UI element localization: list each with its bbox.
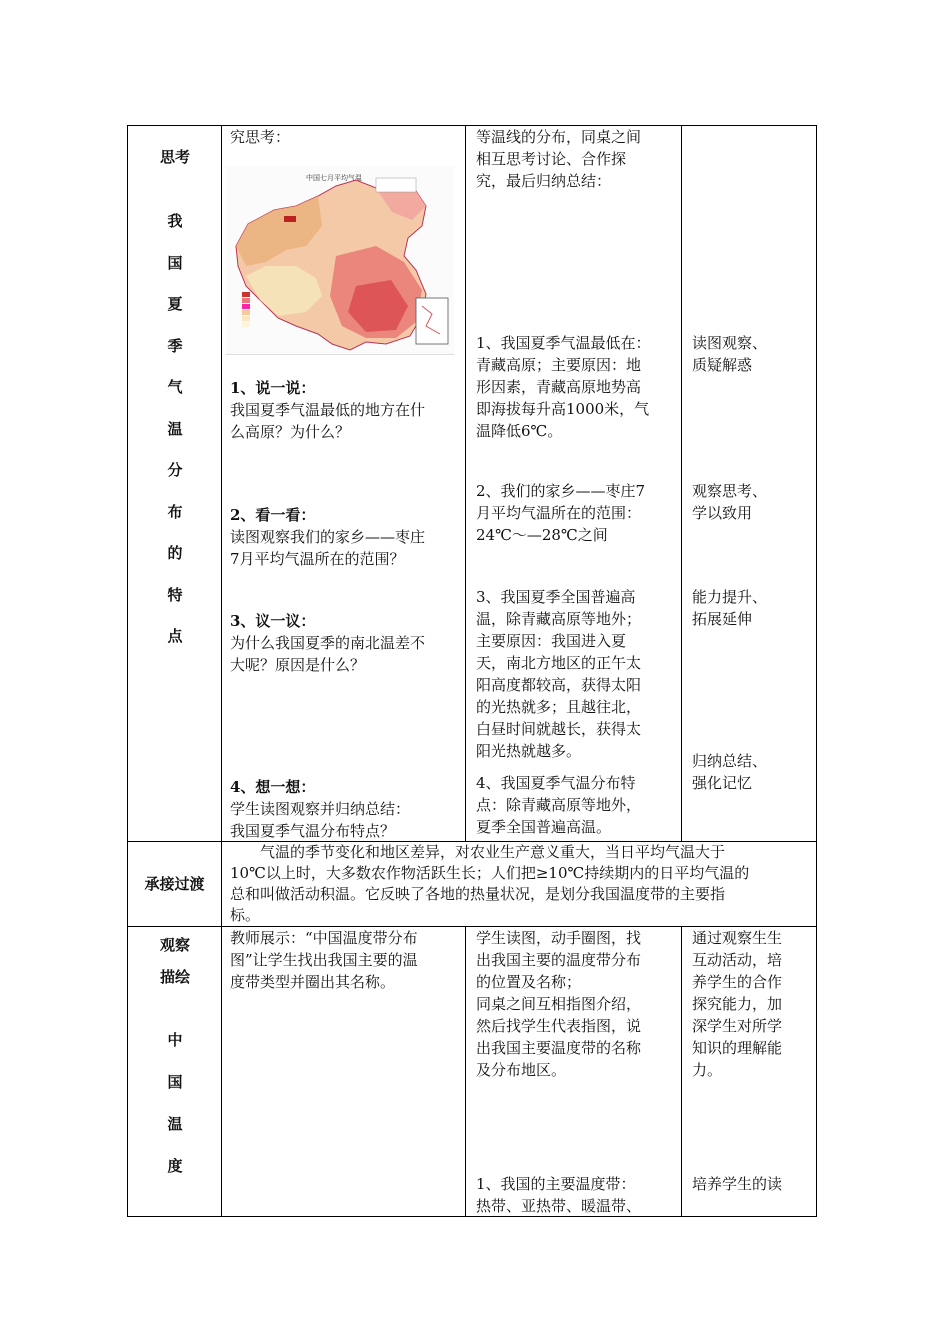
question-3-text: 为什么我国夏季的南北温差不 <box>230 634 426 652</box>
text-line: 互动活动，培 <box>692 951 783 969</box>
text-line: 通过观察生生 <box>692 929 783 947</box>
question-3-text: 大呢？原因是什么？ <box>230 656 366 674</box>
text-line: 1、我国的主要温度带： <box>476 1175 636 1193</box>
text-line: 阳高度都较高，获得太阳 <box>476 676 642 694</box>
question-4-title: 4、想一想： <box>230 778 316 796</box>
text-line: 等温线的分布，同桌之间 <box>476 128 642 146</box>
answer-4 <box>476 772 641 838</box>
stage-char: 我 <box>167 212 183 230</box>
lesson-plan-table <box>127 125 817 1217</box>
text-line: 即海拔每升高1000米，气 <box>476 400 650 418</box>
text-line: 标。 <box>230 906 261 924</box>
stage-char: 温 <box>167 419 183 438</box>
answer-3 <box>476 586 641 762</box>
stage-line: 观察 <box>159 936 190 954</box>
text-line: 出我国主要温度带的名称 <box>476 1039 642 1057</box>
text-line: 拓展延伸 <box>692 610 753 628</box>
text-line: 强化记忆 <box>692 774 753 792</box>
design-intent-cell <box>682 927 817 1217</box>
text-line: 及分布地区。 <box>476 1061 567 1079</box>
stage-char: 度 <box>167 1157 183 1175</box>
intent-2 <box>692 480 767 524</box>
stage-cell-transition: 承接过渡 <box>128 842 222 927</box>
design-intent <box>692 927 782 1081</box>
text-line: 形因素，青藏高原地势高 <box>476 378 642 396</box>
text-line: 3、我国夏季全国普遍高 <box>476 588 636 606</box>
text-line: 温降低6℃。 <box>476 422 563 440</box>
text-line: 然后找学生代表指图，说 <box>476 1017 642 1035</box>
text-line: 2、我们的家乡——枣庄7 <box>476 482 646 500</box>
stage-char: 布 <box>167 502 183 521</box>
text-line: 夏季全国普遍高温。 <box>476 818 612 836</box>
china-map-figure <box>226 166 454 354</box>
text-line: 学以致用 <box>692 504 753 522</box>
stage-char: 季 <box>167 336 183 355</box>
text-line: 月平均气温所在的范围： <box>476 504 642 522</box>
stage-char: 的 <box>167 544 183 562</box>
table-row <box>128 126 817 842</box>
text-line: 归纳总结、 <box>692 752 768 770</box>
table-row <box>128 842 817 927</box>
text-line: 热带、亚热带、暖温带、 <box>476 1197 642 1215</box>
text-line: 读图观察、 <box>692 334 768 352</box>
temperature-zones-answer <box>476 1173 641 1217</box>
text-line: 1、我国夏季气温最低在： <box>476 334 651 352</box>
text-line: 白昼时间就越长，获得太 <box>476 720 642 738</box>
july-temperature-map <box>226 166 454 355</box>
intent-4 <box>692 750 767 794</box>
text-line: 气温的季节变化和地区差异，对农业生产意义重大，当日平均气温大于 <box>230 843 726 861</box>
question-1-text: 我国夏季气温最低的地方在什 <box>230 401 426 419</box>
transition-text-cell <box>222 842 817 927</box>
text-line: 质疑解惑 <box>692 356 753 374</box>
intent-1 <box>692 332 767 376</box>
question-1-title: 1、说一说： <box>230 379 316 397</box>
answer-2 <box>476 480 645 546</box>
design-intent-cell <box>682 126 817 842</box>
text-line: 养学生的合作 <box>692 973 783 991</box>
text-line: 主要原因：我国进入夏 <box>476 632 627 650</box>
student-activity-cell <box>466 927 682 1217</box>
teacher-activity-cell <box>222 126 466 842</box>
text-line: 出我国主要的温度带分布 <box>476 951 642 969</box>
design-intent-continued: 培养学生的读 <box>692 1175 783 1193</box>
stage-cell-observe <box>128 927 222 1217</box>
text-line: 学生读图，动手圈图，找 <box>476 929 642 947</box>
question-2-text: 7月平均气温所在的范围？ <box>230 550 405 568</box>
answer-1 <box>476 332 651 442</box>
text-line: 能力提升、 <box>692 588 768 606</box>
text-line: 图”让学生找出我国主要的温 <box>230 951 418 969</box>
map-title: 中国七月平均气温 <box>306 174 362 182</box>
text-line: 青藏高原；主要原因：地 <box>476 356 642 374</box>
stage-char: 国 <box>167 1073 183 1091</box>
question-2-text: 读图观察我们的家乡——枣庄 <box>230 528 426 546</box>
question-4-text: 学生读图观察并归纳总结： <box>230 800 411 818</box>
text-line: 的位置及名称； <box>476 973 582 991</box>
text-line: 24℃～—28℃之间 <box>476 526 608 544</box>
text-line: 的光热就多；且越往北， <box>476 698 642 716</box>
stage-vertical-text <box>128 1029 222 1197</box>
student-activity <box>476 927 641 1081</box>
table-row <box>128 927 817 1217</box>
text-line: 知识的理解能 <box>692 1039 783 1057</box>
text-line: 温，除青藏高原等地外； <box>476 610 642 628</box>
teacher-activity-cell <box>222 927 466 1217</box>
stage-char: 特 <box>167 585 183 604</box>
stage-char: 国 <box>167 253 183 272</box>
text-line: 教师展示：“中国温度带分布 <box>230 929 418 947</box>
stage-char: 气 <box>167 378 183 396</box>
question-3-title: 3、议一议： <box>230 612 316 630</box>
text-line: 观察思考、 <box>692 482 768 500</box>
text-line: 深学生对所学 <box>692 1017 783 1035</box>
stage-char: 温 <box>167 1115 183 1133</box>
text-line: 10℃以上时，大多数农作物活跃生长；人们把≥10℃持续期内的日平均气温的 <box>230 864 750 882</box>
stage-cell-thinking <box>128 126 222 842</box>
stage-char: 点 <box>167 627 183 645</box>
text-line: 阳光热就越多。 <box>476 742 582 760</box>
text-line: 度带类型并圈出其名称。 <box>230 973 396 991</box>
text-line: 点：除青藏高原等地外， <box>476 796 642 814</box>
question-4-text: 我国夏季气温分布特点？ <box>230 822 396 840</box>
student-intro <box>476 126 641 192</box>
stage-line: 描绘 <box>159 968 190 986</box>
text-line: 究，最后归纳总结： <box>476 172 612 190</box>
question-1-text: 么高原？为什么？ <box>230 423 351 441</box>
text-line: 力。 <box>692 1061 723 1079</box>
text-line: 相互思考讨论、合作探 <box>476 150 627 168</box>
text-line: 天，南北方地区的正午太 <box>476 654 642 672</box>
stage-char: 夏 <box>167 295 183 313</box>
stage-vertical-text <box>128 210 222 667</box>
stage-heading: 思考 <box>159 148 190 166</box>
question-2-title: 2、看一看： <box>230 506 316 524</box>
student-activity-cell <box>466 126 682 842</box>
text-line: 同桌之间互相指图介绍， <box>476 995 642 1013</box>
text-line: 总和叫做活动积温。它反映了各地的热量状况，是划分我国温度带的主要指 <box>230 885 726 903</box>
intent-3 <box>692 586 767 630</box>
teacher-instruction <box>230 927 418 993</box>
text-line: 探究能力，加 <box>692 995 783 1013</box>
transition-paragraph <box>230 842 814 926</box>
stage-char: 分 <box>167 461 183 479</box>
stage-heading <box>128 929 222 993</box>
intro-text: 究思考： <box>230 128 291 146</box>
text-line: 4、我国夏季气温分布特 <box>476 774 636 792</box>
stage-char: 中 <box>167 1031 183 1049</box>
